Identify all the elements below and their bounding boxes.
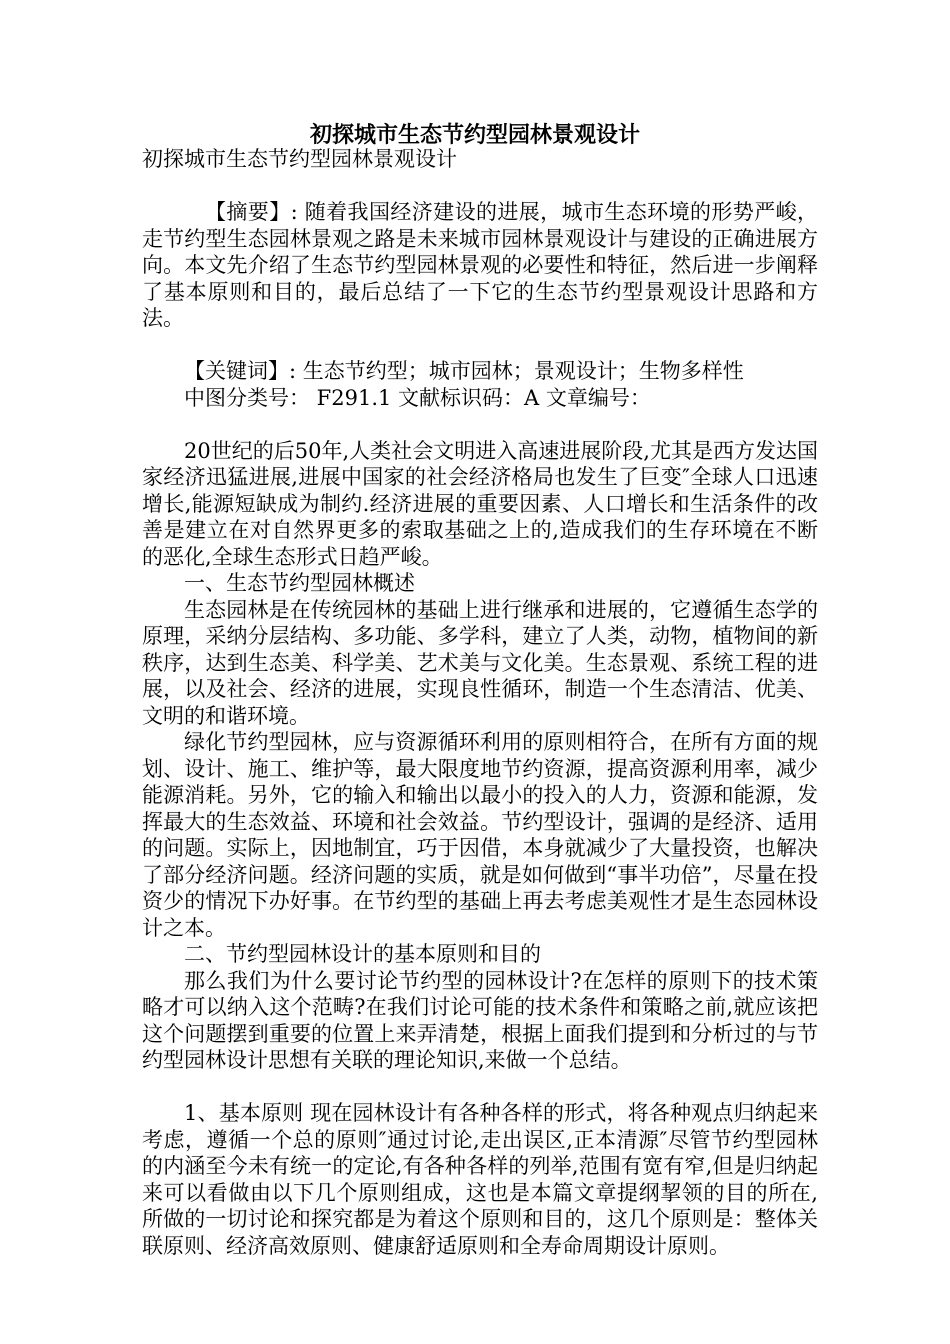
classification-line: 中图分类号： F291.1 文献标识码：A 文章编号： bbox=[184, 385, 651, 410]
body-paragraph: 生态园林是在传统园林的基础上进行继承和进展的，它遵循生态学的原理，采纳分层结构、多功能、多学科，建立了人类，动物，植物间的新秩序，达到生态美、科学美、艺术美与文化美。生态景观、系统工程的进展，以及社会、经济的进展，实现良性循环，制造一个生态清洁、优美、文明的和谐环境。 bbox=[142, 597, 818, 728]
keywords-line: 【关键词】: 生态节约型；城市园林；景观设计；生物多样性 bbox=[184, 359, 744, 383]
body-paragraph: 那么我们为什么要讨论节约型的园林设计?在怎样的原则下的技术策略才可以纳入这个范畴?在我们讨论可能的技术条件和策略之前,就应该把这个问题摆到重要的位置上来弄清楚，根据上面我们提到和分析过的与节约型园林设计思想有关联的理论知识,来做一个总结。 bbox=[142, 968, 818, 1072]
body-paragraph: 绿化节约型园林，应与资源循环利用的原则相符合，在所有方面的规划、设计、施工、维护等，最大限度地节约资源，提高资源利用率，减少能源消耗。另外，它的输入和输出以最小的投入的人力，资源和能源，发挥最大的生态效益、环境和社会效益。节约型设计，强调的是经济、适用的问题。实际上，因地制宜，巧于因借，本身就减少了大量投资，也解决了部分经济问题。经济问题的实质，就是如何做到“事半功倍”，尽量在投资少的情况下办好事。在节约型的基础上再去考虑美观性才是生态园林设计之本。 bbox=[142, 730, 818, 940]
body-paragraph: 20世纪的后50年,人类社会文明进入高速进展阶段,尤其是西方发达国家经济迅猛进展,进展中国家的社会经济格局也发生了巨变″全球人口迅速增长,能源短缺成为制约.经济进展的重要因素、人口增长和生活条件的改善是建立在对自然界更多的索取基础之上的,造成我们的生存环境在不断的恶化,全球生态形式日趋严峻。 bbox=[142, 438, 818, 569]
abstract-paragraph: 【摘要】: 随着我国经济建设的进展，城市生态环境的形势严峻，走节约型生态园林景观之路是未来城市园林景观设计与建设的正确进展方向。本文先介绍了生态节约型园林景观的必要性和特征，然后进一步阐释了基本原则和目的，最后总结了一下它的生态节约型景观设计思路和方法。 bbox=[142, 200, 818, 330]
section-heading: 二、节约型园林设计的基本原则和目的 bbox=[184, 942, 541, 966]
document-title: 初探城市生态节约型园林景观设计 bbox=[309, 122, 640, 148]
document-body bbox=[142, 146, 818, 1259]
section-heading: 一、生态节约型园林概述 bbox=[184, 571, 415, 595]
body-paragraph: 1、基本原则 现在园林设计有各种各样的形式，将各种观点归纳起来考虑，遵循一个总的原则″通过讨论,走出误区,正本清源″尽管节约型园林的内涵至今未有统一的定论,有各种各样的列举,范围有宽有窄,但是归纳起来可以看做由以下几个原则组成，这也是本篇文章提纲挈领的目的所在,所做的一切讨论和探究都是为着这个原则和目的，这几个原则是：整体关联原则、经济高效原则、健康舒适原则和全寿命周期设计原则。 bbox=[142, 1101, 818, 1258]
document-subtitle: 初探城市生态节约型园林景观设计 bbox=[142, 147, 457, 171]
